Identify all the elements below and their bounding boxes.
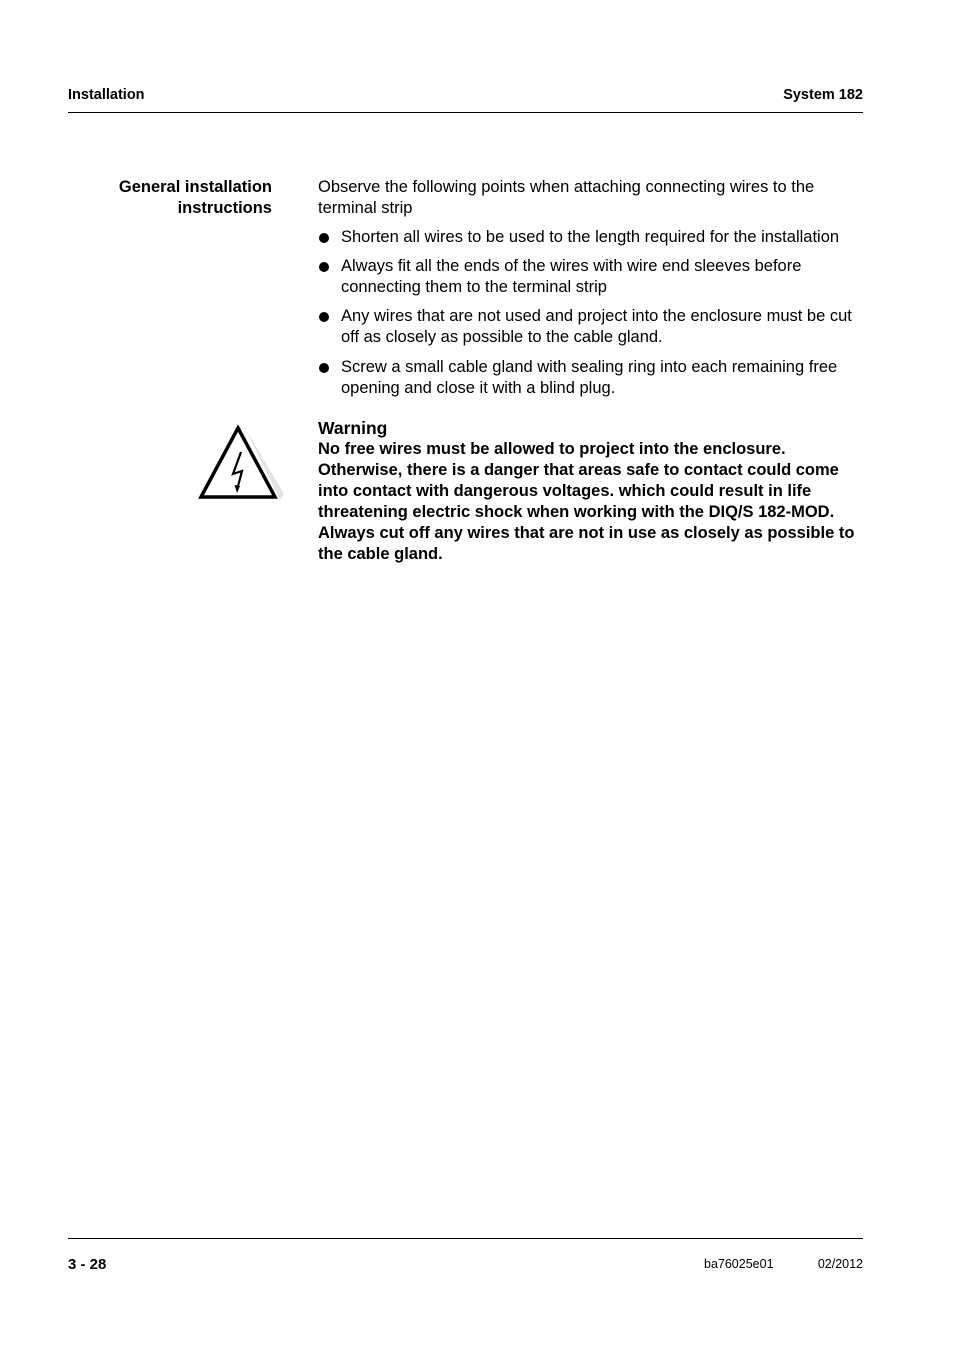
warning-title: Warning (318, 418, 388, 438)
intro-paragraph: Observe the following points when attaching connecting wires to the terminal strip (318, 178, 815, 217)
electric-shock-warning-icon (196, 422, 286, 502)
footer-divider (68, 1238, 863, 1239)
header-divider (68, 112, 863, 113)
document-date: 02/2012 (817, 1257, 863, 1271)
bullet-icon (319, 262, 329, 272)
instruction-list (318, 227, 866, 399)
page-number: 3 - 28 (68, 1256, 107, 1273)
section-heading (68, 177, 272, 219)
bullet-icon (319, 312, 329, 322)
section-heading-line2: instructions (177, 199, 272, 217)
list-item (318, 227, 866, 248)
list-item-text: Any wires that are not used and project into the enclosure must be cut off as closely as possible to the cable gland. (341, 307, 852, 346)
list-item-text: Always fit all the ends of the wires with wire end sleeves before connecting them to the terminal strip (341, 257, 802, 296)
bullet-icon (319, 363, 329, 373)
bullet-icon (319, 233, 329, 243)
section-heading-line1: General installation (118, 178, 272, 196)
list-item (318, 357, 866, 399)
list-item-text: Screw a small cable gland with sealing ring into each remaining free opening and close it with a blind plug. (341, 358, 838, 397)
section-body (318, 177, 866, 565)
running-header-section: Installation (68, 87, 145, 103)
warning-text: No free wires must be allowed to project into the enclosure. Otherwise, there is a danger that areas safe to contact could come into contact with dangerous voltages. which could result in life threatening electric shock when working with the DIQ/S 182-MOD. Always cut off any wires that are not in use as closely as possible to the cable gland. (318, 440, 855, 563)
list-item (318, 256, 866, 298)
list-item (318, 306, 866, 348)
list-item-text: Shorten all wires to be used to the length required for the installation (341, 228, 840, 246)
document-id: ba76025e01 (704, 1257, 774, 1271)
running-header-product: System 182 (783, 87, 863, 103)
